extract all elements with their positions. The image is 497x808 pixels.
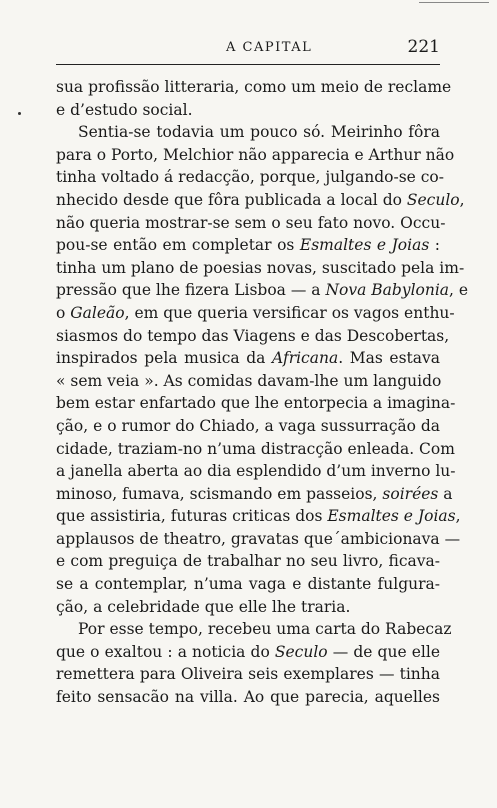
text-line [56,618,452,641]
text-segment: , e [449,281,469,300]
text-segment: a [438,484,453,503]
text-line [56,257,465,280]
text-line [56,144,455,167]
text-line [56,596,440,619]
text-segment: Por esse tempo, recebeu uma carta do Rabecaz [78,620,452,639]
text-line [56,573,440,596]
italic-title: soirées [382,484,439,503]
text-line [56,166,444,189]
text-line [56,505,461,528]
text-line [56,212,446,235]
italic-title: Africana [272,349,339,368]
page-number: 221 [407,37,440,57]
text-segment: se a contemplar, n’uma vaga e distante fulgura- [56,575,440,594]
text-segment: ção, a celebridade que elle lhe traria. [56,597,351,616]
text-segment: bem estar enfartado que lhe entorpecia a imagina- [56,394,456,413]
text-segment: pou-se então em completar os [56,236,300,255]
text-line [56,392,456,415]
text-segment: não queria mostrar-se sem o seu fato novo. Occu- [56,213,446,232]
running-title: A CAPITAL [226,40,313,55]
italic-title: Seculo [274,642,328,661]
text-segment: ção, e o rumor do Chiado, a vaga sussurração da [56,416,441,435]
text-line [56,438,455,461]
text-line [56,528,461,551]
text-line [56,347,440,370]
text-segment: — de que elle [327,642,440,661]
italic-title: Esmaltes e Joias [327,507,456,526]
text-line [56,370,440,393]
text-segment: : [429,236,441,255]
text-segment: sua profissão litteraria, como um meio de reclame [56,78,452,96]
text-segment: minoso, fumava, scismando em passeios, [56,484,383,503]
text-segment: applausos de theatro, gravatas que´ambicionava — [56,529,461,548]
text-line [56,121,440,144]
text-segment: o [56,303,71,322]
italic-title: Esmaltes e Joias [299,236,430,255]
text-line [56,483,453,506]
text-segment: , [455,507,461,526]
text-segment: remettera para Oliveira seis exemplares — tinha [56,665,440,684]
text-line [56,189,465,212]
text-line [56,302,455,325]
text-line [56,550,440,573]
text-segment: que assistiria, futuras criticas dos [56,507,328,526]
text-segment: a janella aberta ao dia esplendido d’um inverno lu- [56,462,456,481]
text-segment: pressão que lhe fizera Lisboa — a [56,281,326,300]
text-line [56,99,440,122]
text-line [56,325,450,348]
running-header [56,37,440,67]
text-segment: . Mas estava [338,349,440,368]
text-segment: siasmos do tempo das Viagens e das Descobertas, [56,326,450,345]
text-segment: tinha um plano de poesias novas, suscitado pela im- [56,258,465,277]
italic-title: Seculo [406,190,460,209]
text-line [56,234,440,257]
text-segment: feito sensacão na villa. Ao que parecia, aquelles [56,688,440,707]
text-segment: e com preguiça de trabalhar no seu livro, ficava- [56,552,440,571]
text-line [56,76,452,99]
text-line [56,641,440,664]
text-line [56,415,440,438]
page-top-edge [419,2,489,3]
text-segment: nhecido desde que fôra publicada a local do [56,190,407,209]
text-segment: cidade, traziam-no n’uma distracção enleada. Com [56,439,455,458]
text-line [56,279,469,302]
text-segment: « sem veia ». As comidas davam-lhe um languido [56,371,442,390]
text-segment: inspirados pela musica da [56,349,273,368]
text-line [56,686,440,709]
text-segment: tinha voltado á redacção, porque, julgando-se co- [56,168,444,187]
text-segment: e d’estudo social. [56,100,193,119]
body-text [56,76,469,709]
italic-title: Galeão [70,303,125,322]
text-segment: Sentia-se todavia um pouco só. Meirinho fôra [78,123,440,142]
text-segment: que o exaltou : a noticia do [56,642,275,661]
text-segment: , [459,190,465,209]
text-segment: , em que queria versificar os vagos enthu- [124,303,455,322]
italic-title: Nova Babylonia [325,281,450,300]
text-line [56,663,440,686]
text-segment: para o Porto, Melchior não apparecia e Arthur não [56,145,455,164]
text-line [56,460,456,483]
ink-speck [18,112,21,115]
header-rule [56,64,440,65]
